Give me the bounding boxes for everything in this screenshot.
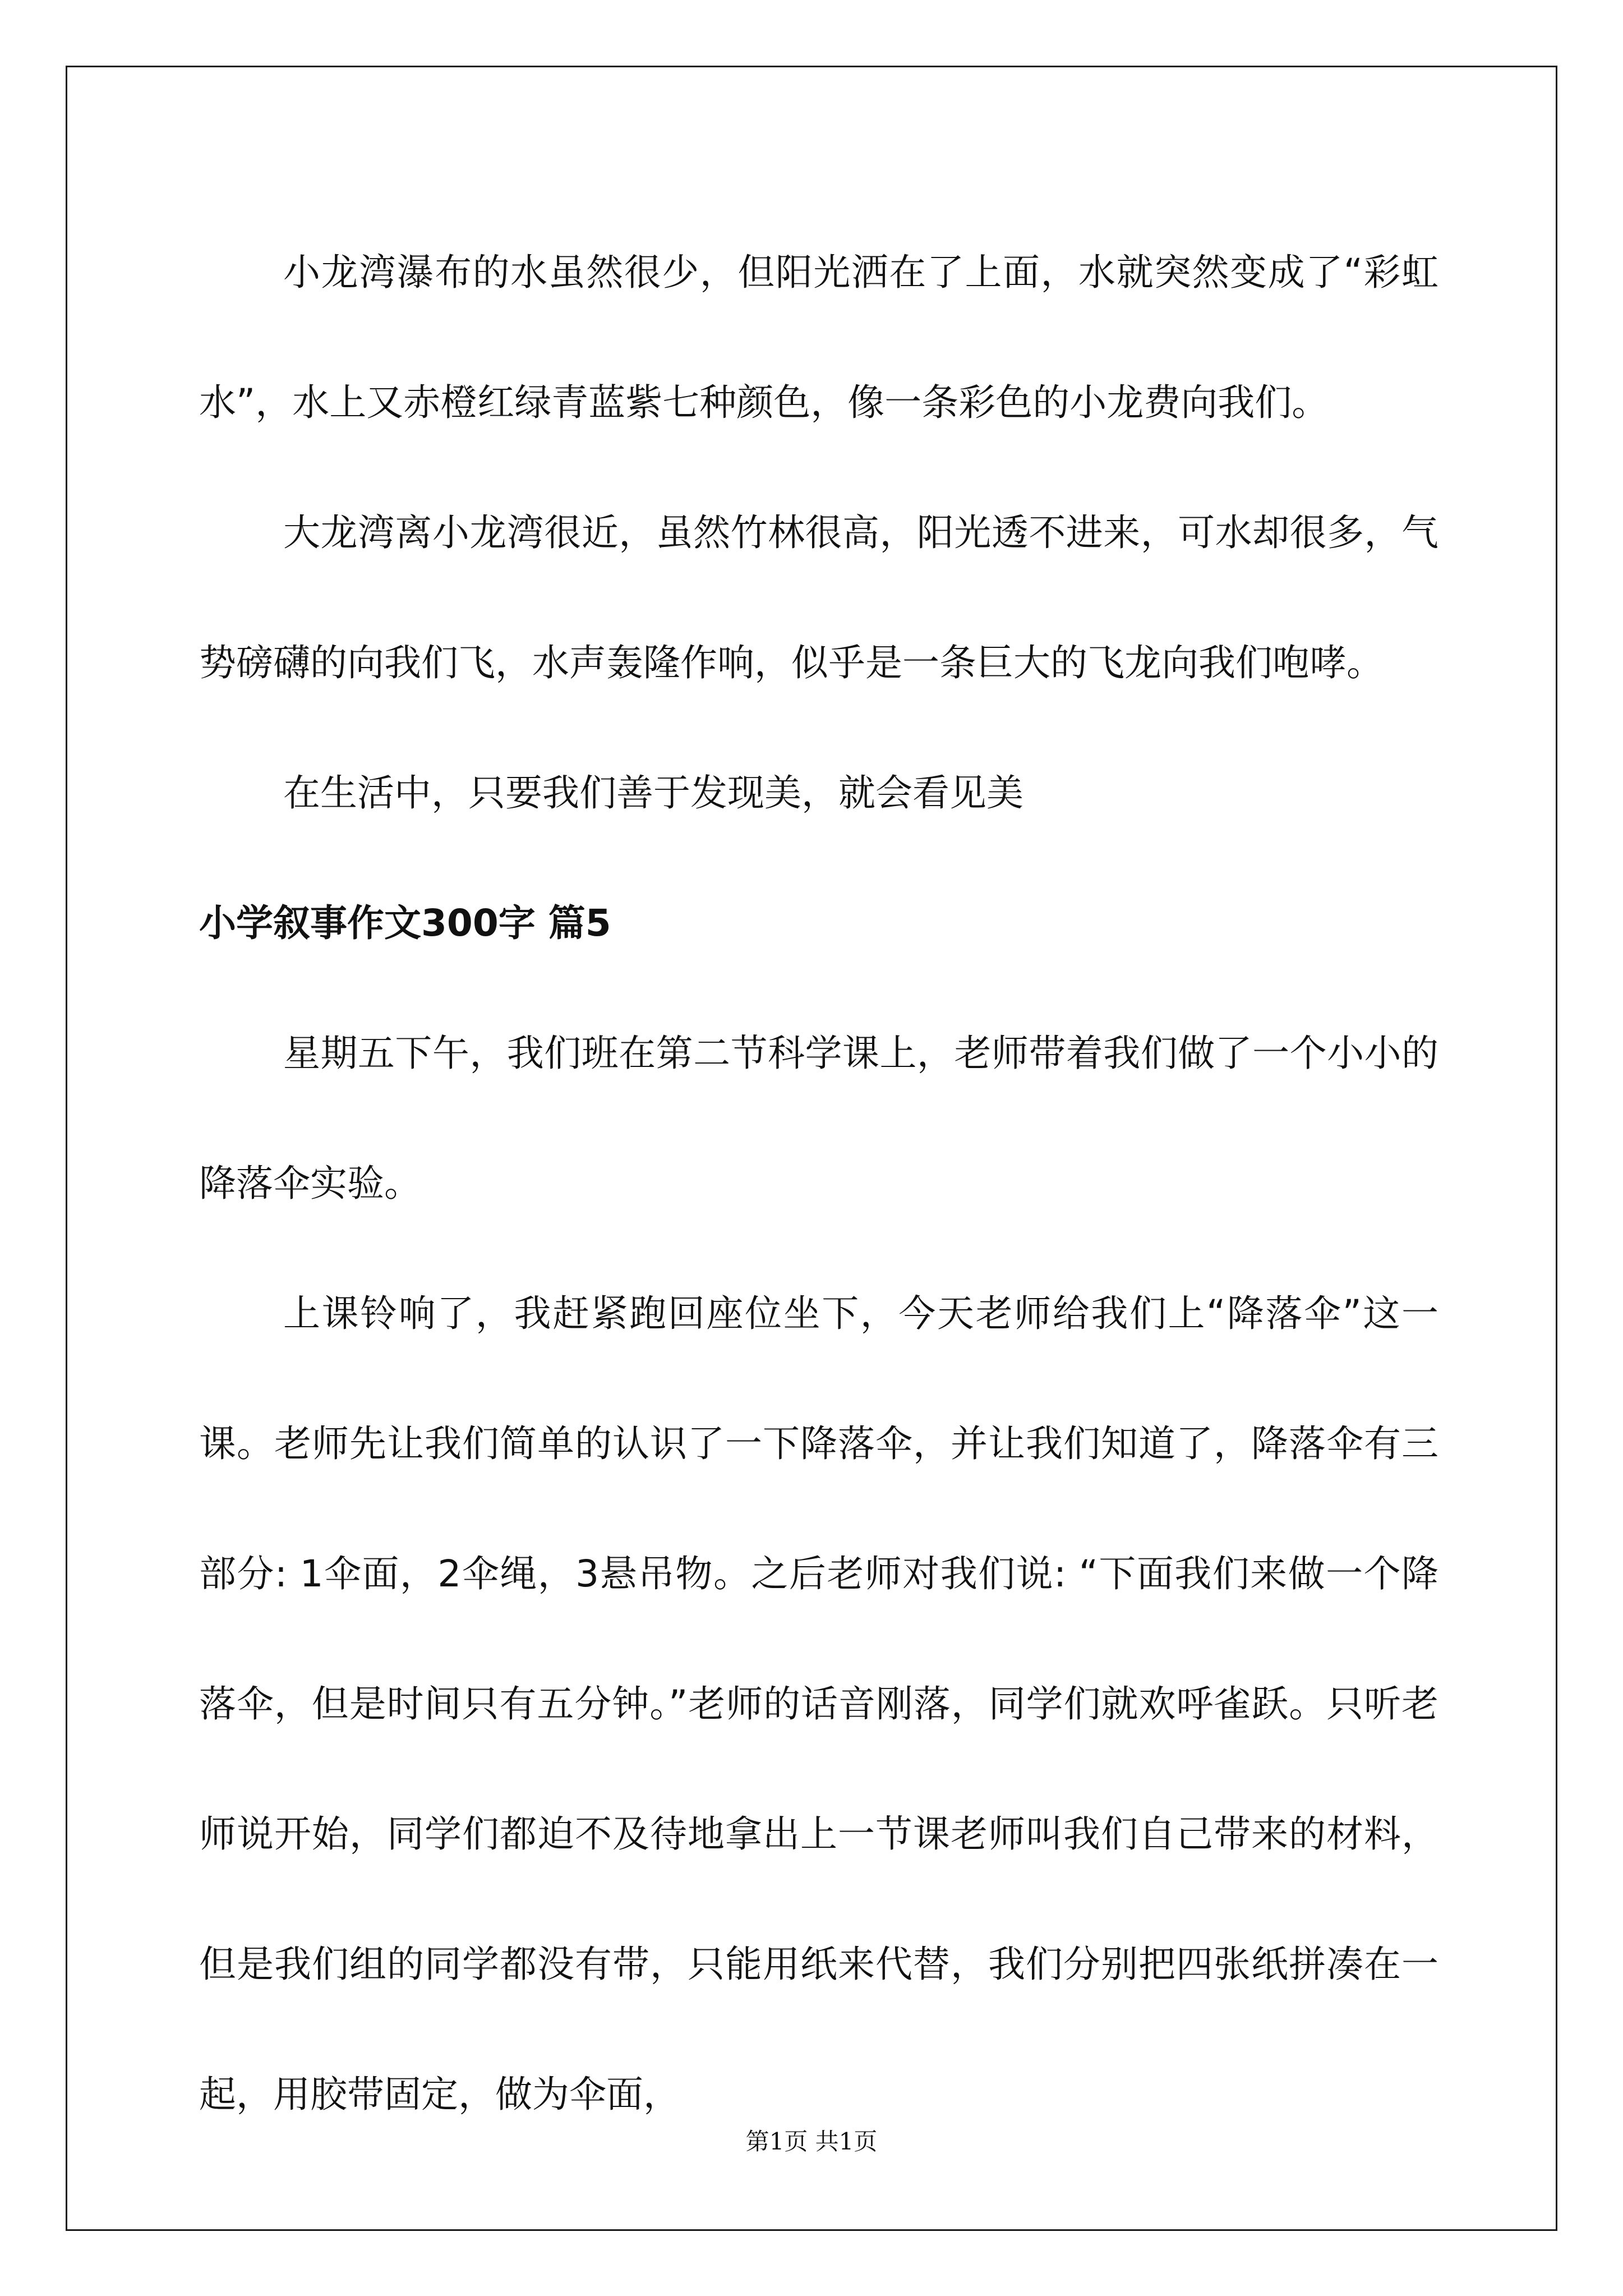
page-footer: 第1页 共1页 — [745, 2128, 878, 2155]
section-heading: 小学叙事作文300字 篇5 — [199, 901, 611, 945]
paragraph: 星期五下午，我们班在第二节科学课上，老师带着我们做了一个小小的降落伞实验。 — [199, 1032, 1438, 1205]
paragraph: 大龙湾离小龙湾很近，虽然竹林很高，阳光透不进来，可水却很多，气势磅礴的向我们飞，水声轰隆作响，似乎是一条巨大的飞龙向我们咆哮。 — [199, 511, 1438, 684]
document-body — [199, 208, 1438, 2160]
paragraph: 在生活中，只要我们善于发现美，就会看见美 — [283, 771, 1023, 815]
paragraph: 上课铃响了，我赶紧跑回座位坐下，今天老师给我们上“降落伞”这一课。老师先让我们简单的认识了一下降落伞，并让我们知道了，降落伞有三部分: 1伞面，2伞绳，3悬吊物。之后老师对我们说: “下面我们来做一个降落伞，但是时间只有五分钟。”老师的话音刚落，同学们就欢呼雀跃。只听老师说开始，同学们都迫不及待地拿出上一节课老师叫我们自己带来的材料，但是我们组的同学都没有带，只能用纸来代替，我们分别把四张纸拼凑在一起，用胶带固定，做为伞面， — [199, 1292, 1438, 2116]
paragraph: 小龙湾瀑布的水虽然很少，但阳光洒在了上面，水就突然变成了“彩虹水”，水上又赤橙红绿青蓝紫七种颜色，像一条彩色的小龙费向我们。 — [199, 251, 1438, 424]
